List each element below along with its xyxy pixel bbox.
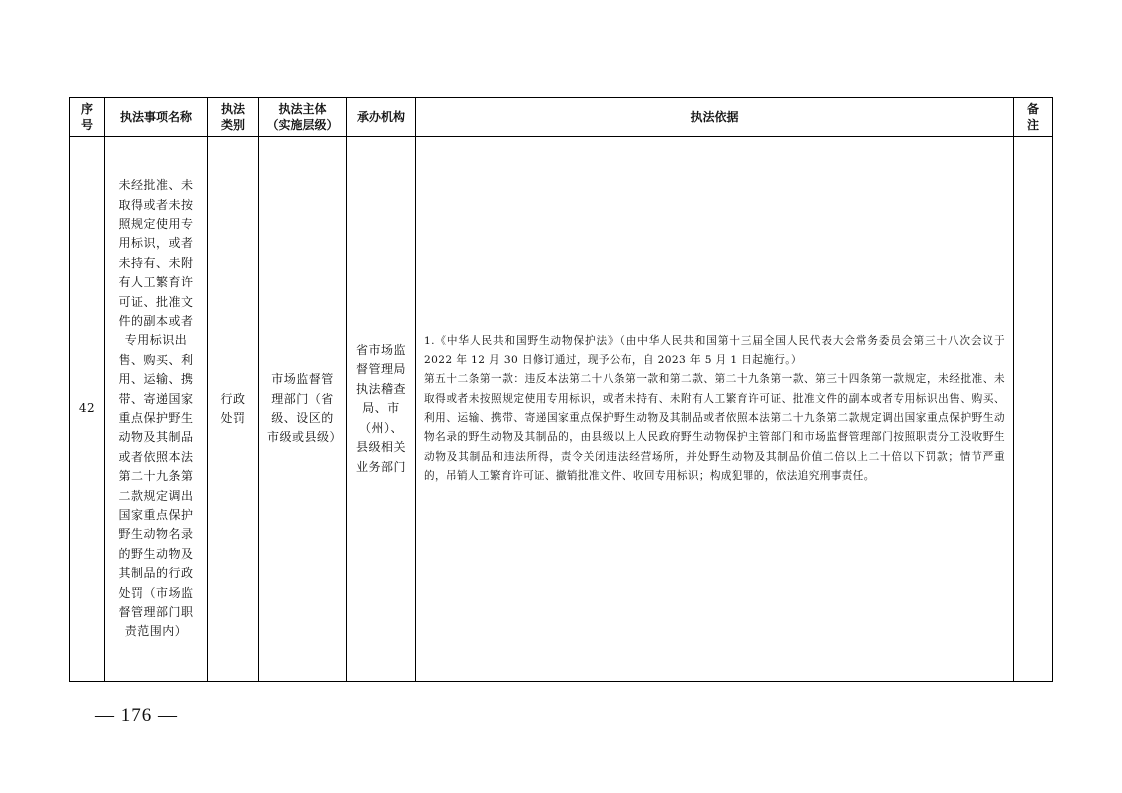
cell-basis bbox=[416, 137, 1014, 682]
header-subject-line1: 执法主体 bbox=[278, 102, 327, 116]
subject-text: 市场监督管理部门（省级、设区的市级或县级） bbox=[267, 372, 343, 445]
cell-type bbox=[208, 137, 259, 682]
basis-paragraph-1: 1.《中华人民共和国野生动物保护法》（由中华人民共和国第十三届全国人民代表大会常务委员会第三十八次会议于 2022 年 12 月 30 日修订通过，现予公布，自 2023 年 5 月 1 日起施行。） bbox=[424, 334, 1005, 367]
cell-subject bbox=[259, 137, 347, 682]
cell-org bbox=[347, 137, 416, 682]
header-org: 承办机构 bbox=[347, 98, 416, 137]
item-name-text: 未经批准、未取得或者未按照规定使用专用标识，或者未持有、未附有人工繁育许可证、批准文件的副本或者专用标识出售、购买、利用、运输、携带、寄递国家重点保护野生动物及其制品或者依照本法第二十九条第二款规定调出国家重点保护野生动物名录的野生动物及其制品的行政处罚（市场监督管理部门职责范围内） bbox=[118, 178, 194, 639]
header-subject-line2: （实施层级） bbox=[266, 118, 339, 132]
header-seq bbox=[70, 98, 105, 137]
enforcement-table bbox=[69, 97, 1053, 682]
header-remark bbox=[1014, 98, 1053, 137]
seq-value: 42 bbox=[78, 401, 96, 416]
cell-seq bbox=[70, 137, 105, 682]
header-remark-line1: 备 bbox=[1026, 102, 1039, 116]
type-text: 行政处罚 bbox=[220, 391, 246, 425]
basis-paragraph-2: 第五十二条第一款：违反本法第二十八条第一款和第二款、第二十九条第一款、第三十四条第一款规定，未经批准、未取得或者未按照规定使用专用标识，或者未持有、未附有人工繁育许可证、批准文件的副本或者专用标识出售、购买、利用、运输、携带、寄递国家重点保护野生动物及其制品或者依照本法第二十九条第二款规定调出国家重点保护野生动物名录的野生动物及其制品的，由县级以上人民政府野生动物保护主管部门和市场监督管理部门按照职责分工没收野生动物及其制品和违法所得，责令关闭违法经营场所，并处野生动物及其制品价值二倍以上二十倍以下罚款；情节严重的，吊销人工繁育许可证、撤销批准文件、收回专用标识；构成犯罪的，依法追究刑事责任。 bbox=[424, 373, 1005, 482]
header-item-name: 执法事项名称 bbox=[105, 98, 208, 137]
basis-text bbox=[416, 332, 1013, 486]
header-type-line2: 类别 bbox=[220, 118, 245, 132]
cell-remark bbox=[1014, 137, 1053, 682]
org-text: 省市场监督管理局执法稽查局、市（州）、县级相关业务部门 bbox=[355, 343, 406, 474]
table-row bbox=[70, 137, 1053, 682]
header-basis: 执法依据 bbox=[416, 98, 1014, 137]
header-type-line1: 执法 bbox=[220, 102, 245, 116]
header-seq-line2: 号 bbox=[80, 118, 93, 132]
header-row bbox=[70, 98, 1053, 137]
cell-item-name bbox=[105, 137, 208, 682]
header-seq-line1: 序 bbox=[80, 102, 93, 116]
header-remark-line2: 注 bbox=[1026, 118, 1039, 132]
header-type bbox=[208, 98, 259, 137]
header-subject bbox=[259, 98, 347, 137]
page-number: — 176 — bbox=[95, 705, 178, 726]
